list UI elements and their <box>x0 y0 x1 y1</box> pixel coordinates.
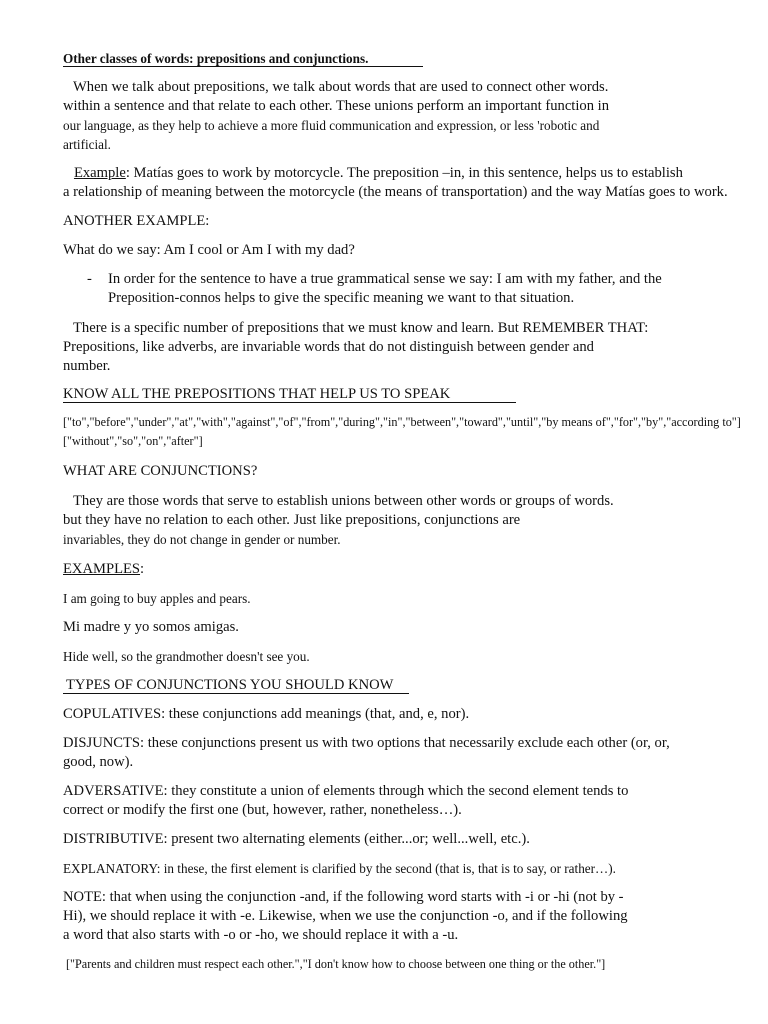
note-line-2: Hi), we should replace it with -e. Likewise, when we use the conjunction -o, and if the following <box>63 908 628 924</box>
bullet-line-1: In order for the sentence to have a true grammatical sense we say: I am with my father, and the <box>108 271 662 287</box>
question-line: What do we say: Am I cool or Am I with my dad? <box>63 242 355 258</box>
bullet-marker: - <box>87 271 92 287</box>
intro-line-3: our language, as they help to achieve a more fluid communication and expression, or less 'robotic and <box>63 118 600 133</box>
conj-def-line-1: They are those words that serve to establish unions between other words or groups of words. <box>73 493 614 509</box>
prepositions-list-2: ["without","so","on","after"] <box>63 434 203 448</box>
examples-heading-label: EXAMPLES <box>63 561 141 577</box>
types-heading-underline <box>63 693 409 694</box>
example-line-2: a relationship of meaning between the motorcycle (the means of transportation) and the way Matías goes to work. <box>63 184 728 200</box>
intro-line-1: When we talk about prepositions, we talk about words that are used to connect other words. <box>73 79 609 95</box>
example-sentence-1: I am going to buy apples and pears. <box>63 591 251 606</box>
copulatives-line: COPULATIVES: these conjunctions add meanings (that, and, e, nor). <box>63 706 470 722</box>
note-line-3: a word that also starts with -o or -ho, we should replace it with a -u. <box>63 927 459 943</box>
remember-line-2: Prepositions, like adverbs, are invariable words that do not distinguish between gender and <box>63 339 594 355</box>
page-title: Other classes of words: prepositions and conjunctions. <box>63 51 369 66</box>
conj-def-line-2: but they have no relation to each other. Just like prepositions, conjunctions are <box>63 512 521 528</box>
prepositions-list-1: ["to","before","under","at","with","against","of","from","during","in","between","toward","until","by means of","for","by","according to"] <box>63 415 741 429</box>
remember-line-1: There is a specific number of prepositions that we must know and learn. But REMEMBER THAT: <box>73 320 649 336</box>
remember-line-3: number. <box>63 358 111 374</box>
example-sentence-3: Hide well, so the grandmother doesn't see you. <box>63 649 310 664</box>
conj-def-line-3: invariables, they do not change in gender or number. <box>63 532 341 547</box>
know-heading-underline <box>63 402 516 403</box>
examples-heading-colon: : <box>140 561 145 577</box>
disjuncts-line-2: good, now). <box>63 754 134 770</box>
example-sentence-2: Mi madre y yo somos amigas. <box>63 619 239 635</box>
adversative-line-1: ADVERSATIVE: they constitute a union of elements through which the second element tends to <box>63 783 629 799</box>
example-line-1 <box>63 165 683 182</box>
final-examples: ["Parents and children must respect each other.","I don't know how to choose between one thing or the other."] <box>66 957 606 971</box>
know-heading: KNOW ALL THE PREPOSITIONS THAT HELP US TO SPEAK <box>63 386 451 402</box>
intro-line-4: artificial. <box>63 137 111 152</box>
note-line-1: NOTE: that when using the conjunction -and, if the following word starts with -i or -hi (not by - <box>63 889 624 905</box>
adversative-line-2: correct or modify the first one (but, however, rather, nonetheless…). <box>63 802 462 818</box>
bullet-line-2: Preposition-connos helps to give the specific meaning we want to that situation. <box>108 290 575 306</box>
conjunctions-heading: WHAT ARE CONJUNCTIONS? <box>63 463 258 479</box>
example-label: Example <box>73 165 126 181</box>
intro-line-2: within a sentence and that relate to each other. These unions perform an important function in <box>63 98 610 114</box>
title-underline <box>63 66 423 67</box>
example-text-1: : Matías goes to work by motorcycle. The preposition –in, in this sentence, helps us to establish <box>125 165 683 181</box>
types-heading: TYPES OF CONJUNCTIONS YOU SHOULD KNOW <box>66 677 394 693</box>
examples-heading <box>63 561 144 578</box>
another-example-heading: ANOTHER EXAMPLE: <box>63 213 210 229</box>
disjuncts-line-1: DISJUNCTS: these conjunctions present us with two options that necessarily exclude each other (or, or, <box>63 735 670 751</box>
explanatory-line: EXPLANATORY: in these, the first element is clarified by the second (that is, that is to say, or rather…). <box>63 861 616 876</box>
distributive-line: DISTRIBUTIVE: present two alternating elements (either...or; well...well, etc.). <box>63 831 530 847</box>
